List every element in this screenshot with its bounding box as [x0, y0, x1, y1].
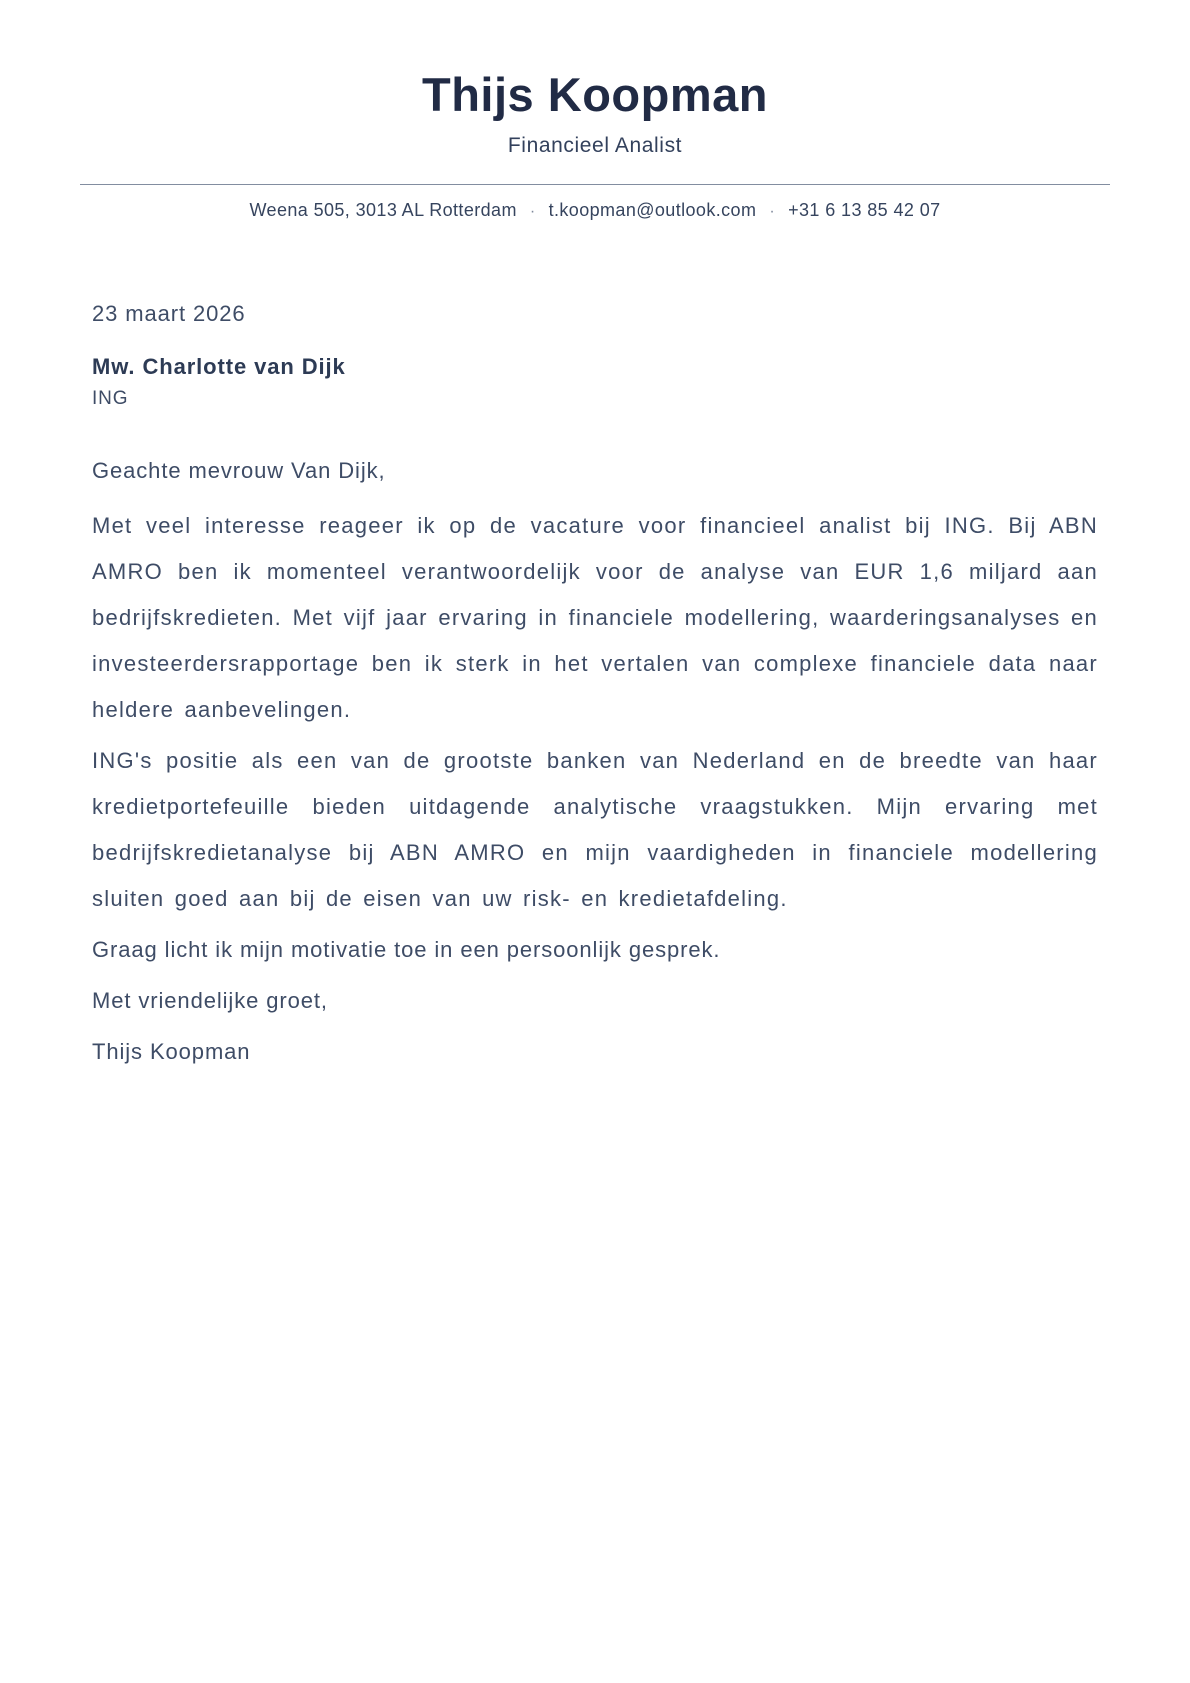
letter-date: 23 maart 2026	[92, 301, 246, 326]
contact-phone: +31 6 13 85 42 07	[788, 200, 941, 220]
closing-line: Met vriendelijke groet,	[92, 988, 328, 1013]
recipient-company: ING	[92, 388, 129, 409]
dot-separator-icon: ·	[769, 203, 776, 220]
letter-body	[92, 299, 1098, 1075]
body-paragraph: Met veel interesse reageer ik op de vacature voor financieel analist bij ING. Bij ABN AMRO ben ik momenteel verantwoordelijk voor de analyse van EUR 1,6 miljard aan bedrijfskredieten. Met vijf jaar ervaring in financiele modellering, waarderingsanalyses en investeerdersrapportage ben ik sterk in het vertalen van complexe financiele data naar heldere aanbevelingen.	[92, 513, 1098, 722]
letter-header	[92, 68, 1098, 223]
contact-line	[92, 199, 1098, 223]
body-paragraph: ING's positie als een van de grootste banken van Nederland en de breedte van haar kredietportefeuille bieden uitdagende analytische vraagstukken. Mijn ervaring met bedrijfskredietanalyse bij ABN AMRO en mijn vaardigheden in financiele modellering sluiten goed aan bij de eisen van uw risk- en kredietafdeling.	[92, 748, 1098, 911]
header-divider	[80, 184, 1110, 185]
body-paragraph: Graag licht ik mijn motivatie toe in een persoonlijk gesprek.	[92, 937, 721, 962]
recipient-name: Mw. Charlotte van Dijk	[92, 354, 346, 379]
salutation: Geachte mevrouw Van Dijk,	[92, 458, 386, 483]
contact-email: t.koopman@outlook.com	[548, 200, 757, 220]
candidate-name: Thijs Koopman	[422, 68, 768, 121]
candidate-job-title: Financieel Analist	[507, 134, 683, 157]
dot-separator-icon: ·	[529, 203, 536, 220]
signature-name: Thijs Koopman	[92, 1039, 251, 1064]
contact-address: Weena 505, 3013 AL Rotterdam	[249, 200, 517, 220]
